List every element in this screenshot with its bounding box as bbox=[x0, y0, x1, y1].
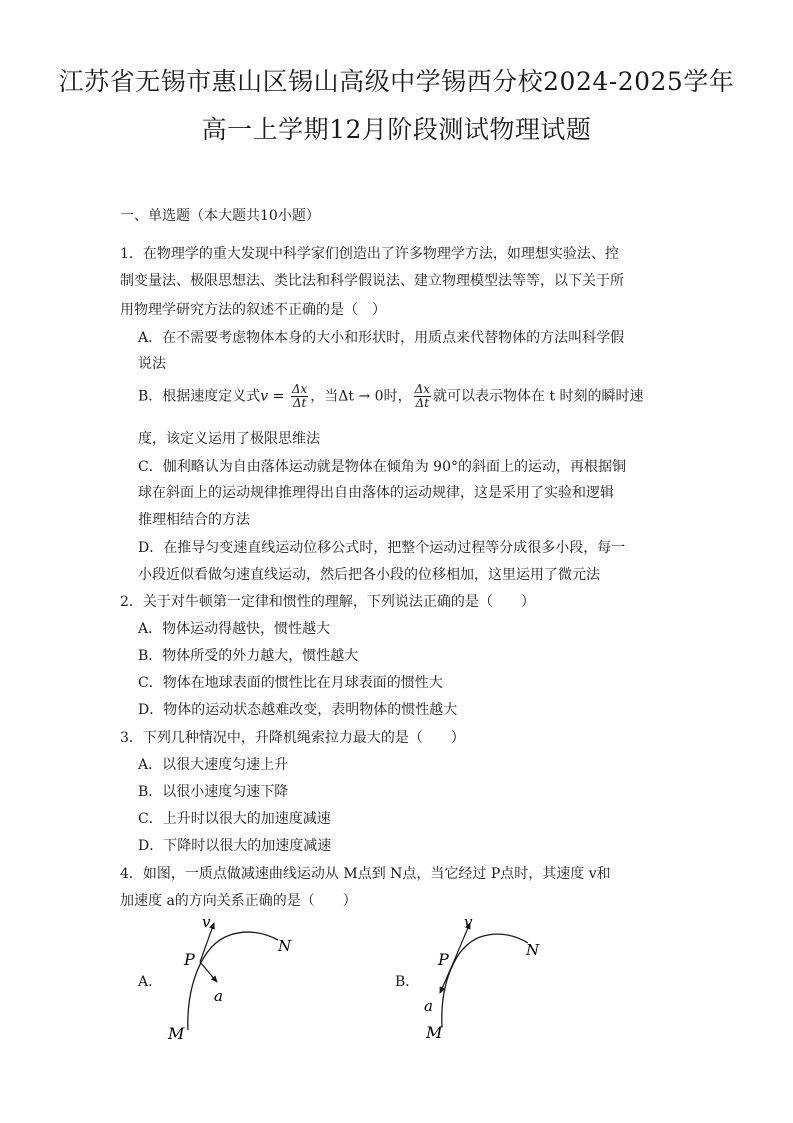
q1-option-c-line1: C．伽利略认为自由落体运动就是物体在倾角为 90°的斜面上的运动，再根据铜 bbox=[138, 459, 626, 475]
fraction-denominator: Δt bbox=[292, 396, 307, 410]
q1-option-d-line2: 小段近似看做匀速直线运动，然后把各小段的位移相加，这里运用了微元法 bbox=[138, 567, 600, 583]
q1-option-c-line3: 推理相结合的方法 bbox=[138, 512, 250, 528]
exam-title-line1: 江苏省无锡市惠山区锡山高级中学锡西分校2024-2025学年 bbox=[58, 67, 735, 96]
q2-option-d: D．物体的运动状态越难改变，表明物体的惯性越大 bbox=[138, 702, 458, 718]
label-v: v bbox=[464, 913, 473, 931]
q3-option-a: A．以很大速度匀速上升 bbox=[138, 757, 289, 773]
label-a: a bbox=[214, 987, 223, 1005]
velocity-symbol: v bbox=[260, 388, 269, 405]
exam-title-line2: 高一上学期12月阶段测试物理试题 bbox=[201, 115, 592, 144]
fraction-denominator: Δt bbox=[415, 396, 430, 410]
label-m: M bbox=[426, 1023, 443, 1042]
q2-stem: 2．关于对牛顿第一定律和惯性的理解，下列说法正确的是（ ） bbox=[120, 594, 535, 610]
label-v: v bbox=[202, 913, 211, 931]
velocity-fraction bbox=[291, 383, 308, 410]
q3-stem: 3．下列几种情况中，升降机绳索拉力最大的是（ ） bbox=[120, 730, 465, 746]
q1-option-b-line1 bbox=[138, 383, 644, 410]
label-p: P bbox=[184, 950, 195, 969]
q2-option-b: B．物体所受的外力越大，惯性越大 bbox=[138, 648, 359, 664]
q2-option-a: A．物体运动得越快，惯性越大 bbox=[138, 621, 331, 637]
q4-figure-b-label: B． bbox=[395, 974, 420, 990]
trajectory-curve bbox=[442, 934, 528, 1027]
q3-option-d: D．下降时以很大的加速度减速 bbox=[138, 838, 332, 854]
q1-stem-line1: 1．在物理学的重大发现中科学家们创造出了许多物理学方法，如理想实验法、控 bbox=[120, 246, 619, 262]
q1-stem-line2: 制变量法、极限思想法、类比法和科学假说法、建立物理模型法等等，以下关于所 bbox=[120, 273, 624, 289]
section-heading: 一、单选题（本大题共10小题） bbox=[120, 208, 320, 224]
label-n: N bbox=[278, 937, 292, 955]
q4-stem-line2: 加速度 a的方向关系正确的是（ ） bbox=[120, 893, 357, 909]
label-n: N bbox=[526, 941, 540, 959]
q1-option-a-line1: A．在不需要考虑物体本身的大小和形状时，用质点来代替物体的方法叫科学假 bbox=[138, 330, 625, 346]
q1-stem-line3: 用物理学研究方法的叙述不正确的是（ ） bbox=[120, 302, 386, 318]
q3-option-c: C．上升时以很大的加速度减速 bbox=[138, 811, 331, 827]
q2-option-c: C．物体在地球表面的惯性比在月球表面的惯性大 bbox=[138, 675, 443, 691]
trajectory-curve bbox=[188, 932, 278, 1030]
q4-figure-a bbox=[160, 905, 310, 1050]
label-p: P bbox=[438, 950, 449, 969]
q4-figure-a-label: A． bbox=[138, 974, 163, 990]
q1-option-b-prefix: B．根据速度定义式 bbox=[138, 388, 261, 405]
limit-condition: ，当Δt → 0时， bbox=[310, 388, 412, 405]
fraction-numerator: Δx bbox=[291, 382, 308, 396]
q1-option-d-line1: D．在推导匀变速直线运动位移公式时，把整个运动过程等分成很多小段，每一 bbox=[138, 540, 626, 556]
q1-option-b-line2: 度，该定义运用了极限思维法 bbox=[138, 431, 320, 447]
q4-stem-line1: 4．如图，一质点做减速曲线运动从 M点到 N点，当它经过 P点时，其速度 v和 bbox=[120, 866, 611, 882]
q4-figure-b bbox=[418, 905, 568, 1050]
acceleration-arrow bbox=[200, 962, 217, 982]
q1-option-a-line2: 说法 bbox=[138, 356, 166, 372]
equals-sign: = bbox=[268, 388, 289, 405]
label-m: M bbox=[168, 1024, 185, 1043]
ratio-fraction bbox=[414, 383, 431, 410]
fraction-numerator: Δx bbox=[414, 382, 431, 396]
q1-option-b-suffix: 就可以表示物体在 t 时刻的瞬时速 bbox=[433, 388, 644, 405]
q3-option-b: B．以很小速度匀速下降 bbox=[138, 784, 289, 800]
q1-option-c-line2: 球在斜面上的运动规律推理得出自由落体的运动规律，这是采用了实验和逻辑 bbox=[138, 485, 614, 501]
label-a: a bbox=[424, 997, 433, 1015]
